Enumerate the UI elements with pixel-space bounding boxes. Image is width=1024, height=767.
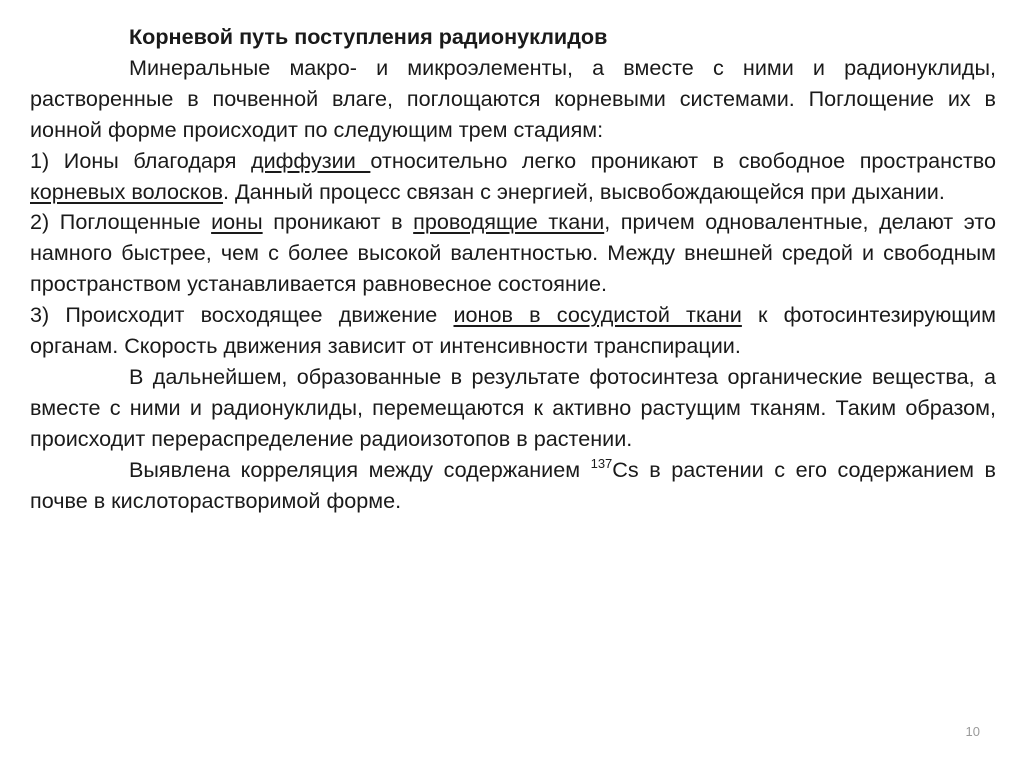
stage-1-text-a: 1) Ионы благодаря: [30, 147, 251, 173]
stage-3-text-b: к фотосинтезирующим органам. Скорость движения зависит от интенсивности транспирации.: [30, 302, 996, 359]
stage-1-term-root-hairs: корневых волосков: [30, 178, 224, 204]
further-paragraph: В дальнейшем, образованные в результате фотосинтеза органические вещества, а вместе с ними и радионуклиды, перемещаются к активно растущим тканям. Таким образом, происходит перераспределение радиоизотопов в растении.: [30, 363, 996, 451]
stage-2-term-conducting-tissue: проводящие ткани: [413, 209, 605, 235]
isotope-element: Cs: [612, 456, 639, 482]
correlation-text-a: Выявлена корреляция между содержанием: [129, 456, 591, 482]
stage-1-text-c: . Данный процесс связан с энергией, высвобождающейся при дыхании.: [223, 178, 945, 204]
section-title: Корневой путь поступления радионуклидов: [129, 24, 608, 49]
stage-1-term-diffusion: диффузии: [251, 147, 371, 173]
body-text: [30, 22, 996, 517]
stage-3-paragraph: [30, 300, 996, 362]
correlation-text-b: в растении с его содержанием в почве в кислоторастворимой форме.: [30, 456, 996, 513]
stage-3-text-a: 3) Происходит восходящее движение: [30, 302, 454, 328]
stage-2-paragraph: [30, 207, 996, 300]
stage-2-text-b: проникают в: [262, 209, 414, 235]
page-number: 10: [965, 724, 980, 739]
stage-2-term-ions: ионы: [211, 209, 263, 235]
intro-paragraph: Минеральные макро- и микроэлементы, а вместе с ними и радионуклиды, растворенные в почвенной влаге, поглощаются корневыми системами. Поглощение их в ионной форме происходит по следующим трем стадиям:: [30, 54, 996, 142]
stage-3-term-vascular-ions: ионов в сосудистой ткани: [453, 302, 742, 328]
stage-2-text-c: , причем одновалентные, делают это намного быстрее, чем с более высокой валентностью. Между внешней средой и свободным пространством устанавливается равновесное состояние.: [30, 209, 996, 297]
stage-1-paragraph: [30, 146, 996, 208]
correlation-paragraph: [30, 455, 996, 517]
stage-2-text-a: 2) Поглощенные: [30, 209, 212, 235]
isotope-mass-number: 137: [590, 455, 613, 471]
stage-1-text-b: относительно легко проникают в свободное пространство: [370, 147, 996, 173]
